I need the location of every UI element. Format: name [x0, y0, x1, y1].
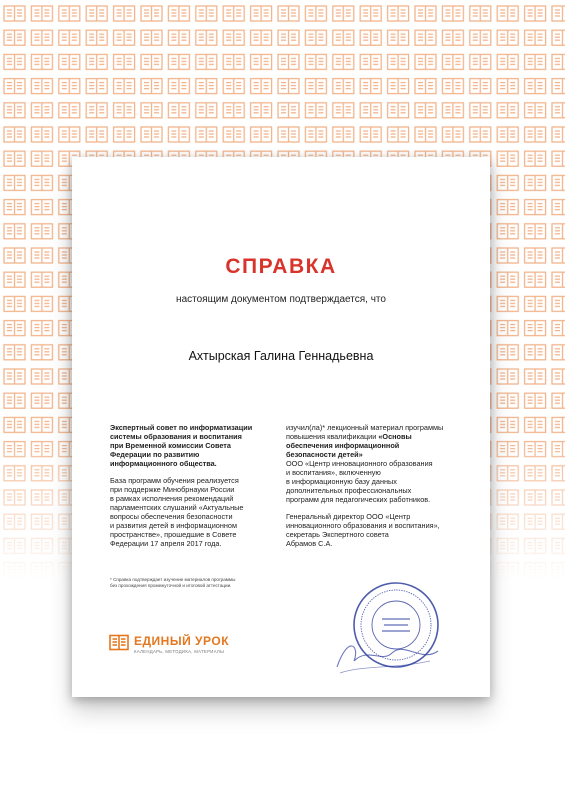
course-provider-text: ООО «Центр инновационного образования и воспитания», включенную в информационную базу данных дополнительных профессиональных программ для педагогических работников.	[286, 459, 433, 504]
certificate-card	[72, 157, 490, 697]
certificate-subtitle: настоящим документом подтверждается, что	[176, 294, 386, 305]
logo-tagline: КАЛЕНДАРЬ, МЕТОДИКА, МАТЕРИАЛЫ	[134, 649, 225, 654]
director-text: Генеральный директор ООО «Центр инновационного образования и воспитания», секретарь Экспертного совета Абрамов С.А.	[286, 512, 440, 548]
course-completion-text	[286, 423, 470, 504]
right-column	[286, 423, 470, 556]
edinyi-urok-logo	[109, 633, 239, 659]
course-lead-text: изучил(ла)* лекционный материал программы повышения квалификации	[286, 423, 444, 441]
left-column	[110, 423, 286, 556]
course-title: «Основы обеспечения информационной безопасности детей»	[286, 432, 412, 459]
seal-stamp	[334, 575, 444, 685]
open-book-icon	[109, 634, 129, 652]
footnote: * Справка подтверждает изучение материалов программы без прохождения промежуточной и итоговой аттестации.	[110, 577, 236, 588]
expert-council-text: Экспертный совет по информатизации системы образования и воспитания при Временной комиссии Совета Федерации по развитию информационного общества.	[110, 423, 253, 468]
program-base-text: База программ обучения реализуется при поддержке Минобрнауки России в рамках исполнения рекомендаций парламентских слушаний «Актуальные вопросы обеспечения безопасности и развития детей в информационном пространстве», прошедшие в Совете Федерации 17 апреля 2017 года.	[110, 476, 244, 548]
certificate-title: СПРАВКА	[225, 255, 337, 278]
recipient-name: Ахтырская Галина Геннадьевна	[188, 349, 374, 363]
logo-title: ЕДИНЫЙ УРОК	[134, 634, 230, 648]
